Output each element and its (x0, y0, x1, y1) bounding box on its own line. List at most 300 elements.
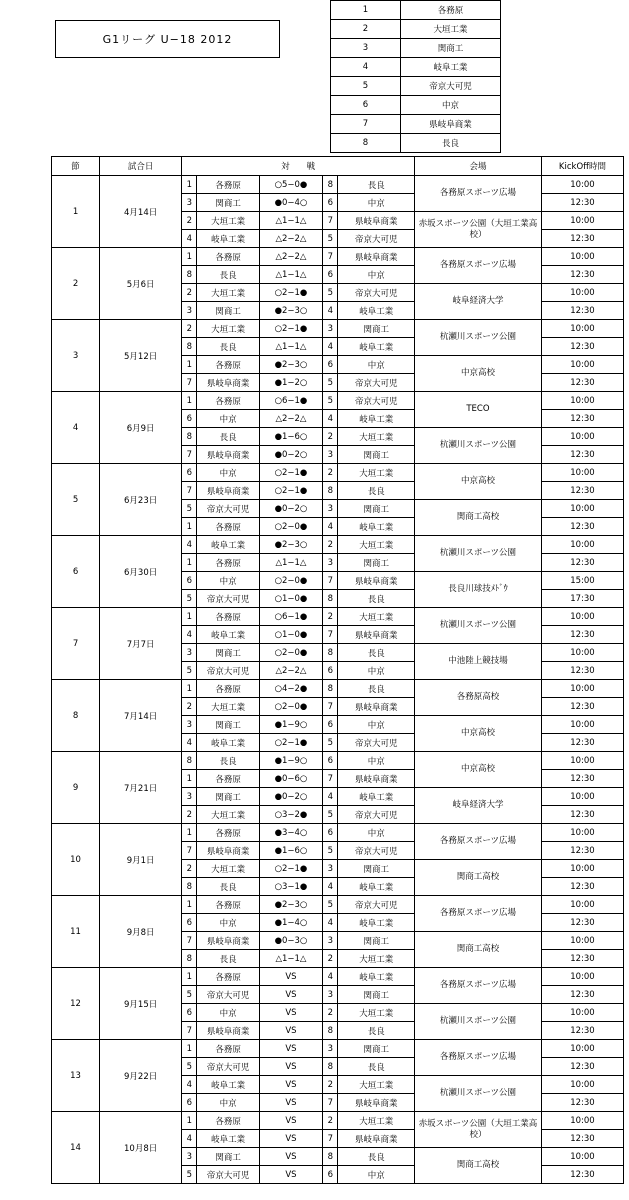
round-number: 12 (52, 968, 100, 1040)
away-team-number: 2 (323, 428, 338, 446)
kickoff-time: 12:30 (541, 914, 623, 932)
away-team-number: 3 (323, 932, 338, 950)
match-score: VS (259, 1094, 322, 1112)
match-row (52, 968, 624, 986)
home-team-number: 7 (182, 932, 197, 950)
home-team-name: 各務原 (197, 968, 259, 986)
home-team-name: 関商工 (197, 788, 259, 806)
away-team-name: 関商工 (338, 320, 415, 338)
match-score: △2−2△ (259, 230, 322, 248)
match-score: ●3−4○ (259, 824, 322, 842)
away-team-number: 5 (323, 842, 338, 860)
round-number: 9 (52, 752, 100, 824)
home-team-number: 8 (182, 428, 197, 446)
away-team-name: 関商工 (338, 860, 415, 878)
home-team-number: 8 (182, 752, 197, 770)
home-team-name: 中京 (197, 1094, 259, 1112)
home-team-number: 7 (182, 446, 197, 464)
match-score: ●1−9○ (259, 716, 322, 734)
home-team-number: 3 (182, 194, 197, 212)
home-team-number: 4 (182, 536, 197, 554)
home-team-name: 大垣工業 (197, 284, 259, 302)
match-row (52, 824, 624, 842)
away-team-name: 関商工 (338, 1040, 415, 1058)
home-team-name: 岐阜工業 (197, 734, 259, 752)
home-team-name: 県岐阜商業 (197, 482, 259, 500)
home-team-name: 岐阜工業 (197, 1130, 259, 1148)
venue: 中京高校 (415, 464, 542, 500)
away-team-name: 中京 (338, 194, 415, 212)
home-team-name: 大垣工業 (197, 806, 259, 824)
away-team-number: 7 (323, 212, 338, 230)
away-team-number: 5 (323, 230, 338, 248)
team-number: 8 (331, 134, 401, 153)
home-team-number: 1 (182, 176, 197, 194)
venue: 関商工高校 (415, 500, 542, 536)
home-team-name: 各務原 (197, 518, 259, 536)
home-team-number: 2 (182, 806, 197, 824)
venue: 各務原スポーツ広場 (415, 1040, 542, 1076)
away-team-number: 6 (323, 824, 338, 842)
home-team-number: 1 (182, 770, 197, 788)
match-date: 6月30日 (100, 536, 182, 608)
home-team-number: 7 (182, 842, 197, 860)
venue: 中京高校 (415, 716, 542, 752)
match-score: VS (259, 1112, 322, 1130)
kickoff-time: 12:30 (541, 482, 623, 500)
home-team-name: 中京 (197, 1004, 259, 1022)
team-number: 7 (331, 115, 401, 134)
header-match: 対 戦 (182, 157, 415, 176)
home-team-number: 8 (182, 338, 197, 356)
kickoff-time: 12:30 (541, 554, 623, 572)
home-team-name: 関商工 (197, 644, 259, 662)
away-team-number: 3 (323, 500, 338, 518)
home-team-number: 6 (182, 1004, 197, 1022)
away-team-number: 8 (323, 1022, 338, 1040)
home-team-number: 6 (182, 1094, 197, 1112)
away-team-number: 4 (323, 338, 338, 356)
away-team-number: 8 (323, 590, 338, 608)
away-team-number: 8 (323, 176, 338, 194)
team-list-table (330, 0, 501, 153)
kickoff-time: 12:30 (541, 518, 623, 536)
away-team-number: 4 (323, 410, 338, 428)
home-team-name: 大垣工業 (197, 860, 259, 878)
match-score: ○6−1● (259, 392, 322, 410)
away-team-name: 県岐阜商業 (338, 698, 415, 716)
home-team-name: 帝京大可児 (197, 662, 259, 680)
match-score: ●0−2○ (259, 788, 322, 806)
team-name: 大垣工業 (401, 20, 501, 39)
match-score: ●0−3○ (259, 932, 322, 950)
team-row (331, 20, 501, 39)
home-team-number: 5 (182, 1058, 197, 1076)
home-team-name: 各務原 (197, 608, 259, 626)
home-team-number: 6 (182, 464, 197, 482)
team-name: 長良 (401, 134, 501, 153)
away-team-name: 長良 (338, 1022, 415, 1040)
match-score: ○2−1● (259, 464, 322, 482)
venue: 関商工高校 (415, 1148, 542, 1184)
away-team-name: 岐阜工業 (338, 410, 415, 428)
team-name: 岐阜工業 (401, 58, 501, 77)
away-team-name: 関商工 (338, 446, 415, 464)
match-date: 6月23日 (100, 464, 182, 536)
away-team-number: 6 (323, 716, 338, 734)
schedule-header-row (52, 157, 624, 176)
away-team-number: 3 (323, 320, 338, 338)
home-team-name: 各務原 (197, 356, 259, 374)
match-score: ●2−3○ (259, 896, 322, 914)
away-team-name: 中京 (338, 266, 415, 284)
home-team-name: 帝京大可児 (197, 986, 259, 1004)
home-team-name: 長良 (197, 428, 259, 446)
away-team-number: 2 (323, 950, 338, 968)
team-number: 1 (331, 1, 401, 20)
home-team-number: 3 (182, 788, 197, 806)
header-date: 試合日 (100, 157, 182, 176)
kickoff-time: 12:30 (541, 446, 623, 464)
match-score: ○3−1● (259, 878, 322, 896)
home-team-number: 1 (182, 1112, 197, 1130)
match-score: ●2−3○ (259, 302, 322, 320)
match-score: VS (259, 1148, 322, 1166)
schedule-table (51, 156, 624, 1184)
home-team-number: 1 (182, 896, 197, 914)
venue: 岐阜経済大学 (415, 284, 542, 320)
home-team-number: 1 (182, 554, 197, 572)
kickoff-time: 10:00 (541, 896, 623, 914)
kickoff-time: 12:30 (541, 302, 623, 320)
home-team-number: 4 (182, 1076, 197, 1094)
kickoff-time: 10:00 (541, 1112, 623, 1130)
match-score: △1−1△ (259, 212, 322, 230)
home-team-name: 関商工 (197, 716, 259, 734)
kickoff-time: 10:00 (541, 716, 623, 734)
venue: 各務原スポーツ広場 (415, 176, 542, 212)
kickoff-time: 12:30 (541, 338, 623, 356)
away-team-number: 4 (323, 914, 338, 932)
away-team-name: 長良 (338, 644, 415, 662)
home-team-number: 1 (182, 392, 197, 410)
away-team-number: 6 (323, 662, 338, 680)
match-score: ●1−4○ (259, 914, 322, 932)
away-team-name: 大垣工業 (338, 464, 415, 482)
kickoff-time: 10:00 (541, 1148, 623, 1166)
kickoff-time: 10:00 (541, 1076, 623, 1094)
away-team-number: 5 (323, 734, 338, 752)
kickoff-time: 12:30 (541, 950, 623, 968)
home-team-number: 7 (182, 374, 197, 392)
kickoff-time: 10:00 (541, 1004, 623, 1022)
match-score: ○2−1● (259, 284, 322, 302)
kickoff-time: 10:00 (541, 392, 623, 410)
match-row (52, 536, 624, 554)
home-team-name: 関商工 (197, 1148, 259, 1166)
away-team-name: 帝京大可児 (338, 734, 415, 752)
away-team-name: 長良 (338, 482, 415, 500)
match-score: ●2−3○ (259, 536, 322, 554)
home-team-name: 県岐阜商業 (197, 842, 259, 860)
team-name: 県岐阜商業 (401, 115, 501, 134)
kickoff-time: 12:30 (541, 842, 623, 860)
kickoff-time: 12:30 (541, 1022, 623, 1040)
match-score: △2−2△ (259, 248, 322, 266)
away-team-name: 帝京大可児 (338, 806, 415, 824)
team-number: 3 (331, 39, 401, 58)
away-team-number: 5 (323, 392, 338, 410)
home-team-number: 4 (182, 230, 197, 248)
kickoff-time: 10:00 (541, 176, 623, 194)
away-team-number: 7 (323, 248, 338, 266)
away-team-number: 4 (323, 968, 338, 986)
match-score: ●1−9○ (259, 752, 322, 770)
match-score: ●1−2○ (259, 374, 322, 392)
away-team-number: 6 (323, 266, 338, 284)
home-team-name: 帝京大可児 (197, 590, 259, 608)
match-score: ○1−0● (259, 626, 322, 644)
home-team-number: 8 (182, 878, 197, 896)
schedule-body (52, 176, 624, 1184)
venue: 各務原スポーツ広場 (415, 896, 542, 932)
round-number: 14 (52, 1112, 100, 1184)
team-name: 関商工 (401, 39, 501, 58)
away-team-name: 県岐阜商業 (338, 248, 415, 266)
kickoff-time: 15:00 (541, 572, 623, 590)
away-team-name: 帝京大可児 (338, 842, 415, 860)
match-score: ○2−0● (259, 572, 322, 590)
away-team-name: 県岐阜商業 (338, 1130, 415, 1148)
match-date: 9月8日 (100, 896, 182, 968)
round-number: 2 (52, 248, 100, 320)
away-team-number: 5 (323, 896, 338, 914)
kickoff-time: 12:30 (541, 1130, 623, 1148)
team-row (331, 96, 501, 115)
kickoff-time: 10:00 (541, 680, 623, 698)
home-team-name: 岐阜工業 (197, 536, 259, 554)
away-team-number: 2 (323, 1004, 338, 1022)
match-row (52, 176, 624, 194)
away-team-name: 関商工 (338, 986, 415, 1004)
kickoff-time: 10:00 (541, 644, 623, 662)
venue: 杭瀬川スポーツ公園 (415, 1076, 542, 1112)
away-team-number: 3 (323, 860, 338, 878)
round-number: 4 (52, 392, 100, 464)
venue: 岐阜経済大学 (415, 788, 542, 824)
kickoff-time: 12:30 (541, 806, 623, 824)
venue: 関商工高校 (415, 932, 542, 968)
match-score: VS (259, 1040, 322, 1058)
match-row (52, 608, 624, 626)
home-team-number: 3 (182, 716, 197, 734)
team-list-body (331, 1, 501, 153)
home-team-number: 1 (182, 680, 197, 698)
away-team-number: 7 (323, 1094, 338, 1112)
venue: 各務原高校 (415, 680, 542, 716)
away-team-name: 大垣工業 (338, 1076, 415, 1094)
away-team-name: 帝京大可児 (338, 230, 415, 248)
home-team-number: 5 (182, 986, 197, 1004)
match-score: ○3−2● (259, 806, 322, 824)
home-team-number: 6 (182, 410, 197, 428)
away-team-name: 県岐阜商業 (338, 1094, 415, 1112)
venue: 関商工高校 (415, 860, 542, 896)
match-score: VS (259, 1130, 322, 1148)
venue: 長良川球技ﾒﾄﾞｳ (415, 572, 542, 608)
match-row (52, 392, 624, 410)
home-team-name: 各務原 (197, 680, 259, 698)
team-row (331, 1, 501, 20)
away-team-name: 岐阜工業 (338, 788, 415, 806)
home-team-number: 4 (182, 1130, 197, 1148)
home-team-name: 各務原 (197, 392, 259, 410)
venue: 中京高校 (415, 752, 542, 788)
kickoff-time: 10:00 (541, 464, 623, 482)
away-team-name: 大垣工業 (338, 1112, 415, 1130)
match-row (52, 320, 624, 338)
kickoff-time: 10:00 (541, 284, 623, 302)
venue: 各務原スポーツ広場 (415, 248, 542, 284)
kickoff-time: 10:00 (541, 1040, 623, 1058)
home-team-name: 帝京大可児 (197, 1058, 259, 1076)
away-team-name: 中京 (338, 356, 415, 374)
away-team-name: 帝京大可児 (338, 392, 415, 410)
away-team-number: 2 (323, 536, 338, 554)
away-team-number: 7 (323, 572, 338, 590)
match-date: 7月21日 (100, 752, 182, 824)
home-team-name: 岐阜工業 (197, 230, 259, 248)
round-number: 10 (52, 824, 100, 896)
home-team-number: 7 (182, 1022, 197, 1040)
away-team-number: 3 (323, 446, 338, 464)
venue: 杭瀬川スポーツ公園 (415, 1004, 542, 1040)
match-score: ○2−1● (259, 860, 322, 878)
team-row (331, 134, 501, 153)
home-team-name: 長良 (197, 266, 259, 284)
home-team-name: 各務原 (197, 176, 259, 194)
team-number: 2 (331, 20, 401, 39)
match-score: VS (259, 986, 322, 1004)
home-team-name: 中京 (197, 572, 259, 590)
home-team-name: 長良 (197, 752, 259, 770)
header-kickoff: KickOff時間 (541, 157, 623, 176)
home-team-number: 2 (182, 284, 197, 302)
home-team-name: 長良 (197, 338, 259, 356)
away-team-name: 中京 (338, 662, 415, 680)
kickoff-time: 10:00 (541, 428, 623, 446)
match-score: △1−1△ (259, 338, 322, 356)
kickoff-time: 10:00 (541, 500, 623, 518)
away-team-name: 関商工 (338, 554, 415, 572)
away-team-number: 7 (323, 698, 338, 716)
away-team-number: 3 (323, 554, 338, 572)
team-number: 4 (331, 58, 401, 77)
home-team-name: 各務原 (197, 770, 259, 788)
home-team-number: 5 (182, 662, 197, 680)
kickoff-time: 10:00 (541, 212, 623, 230)
match-date: 7月7日 (100, 608, 182, 680)
away-team-number: 7 (323, 770, 338, 788)
away-team-name: 中京 (338, 752, 415, 770)
away-team-name: 長良 (338, 176, 415, 194)
home-team-number: 2 (182, 698, 197, 716)
venue: 杭瀬川スポーツ公園 (415, 608, 542, 644)
home-team-number: 1 (182, 608, 197, 626)
kickoff-time: 12:30 (541, 626, 623, 644)
venue: 杭瀬川スポーツ公園 (415, 428, 542, 464)
away-team-number: 4 (323, 788, 338, 806)
home-team-number: 1 (182, 518, 197, 536)
away-team-name: 大垣工業 (338, 608, 415, 626)
match-score: ●1−6○ (259, 842, 322, 860)
away-team-name: 県岐阜商業 (338, 770, 415, 788)
away-team-name: 中京 (338, 716, 415, 734)
kickoff-time: 12:30 (541, 986, 623, 1004)
home-team-name: 大垣工業 (197, 698, 259, 716)
home-team-name: 各務原 (197, 554, 259, 572)
home-team-number: 5 (182, 500, 197, 518)
away-team-number: 8 (323, 1058, 338, 1076)
away-team-name: 帝京大可児 (338, 374, 415, 392)
team-row (331, 39, 501, 58)
home-team-name: 県岐阜商業 (197, 374, 259, 392)
team-name: 帝京大可児 (401, 77, 501, 96)
match-row (52, 896, 624, 914)
match-score: △2−2△ (259, 662, 322, 680)
team-row (331, 115, 501, 134)
kickoff-time: 12:30 (541, 194, 623, 212)
venue: 中京高校 (415, 356, 542, 392)
kickoff-time: 10:00 (541, 248, 623, 266)
away-team-number: 6 (323, 194, 338, 212)
kickoff-time: 10:00 (541, 788, 623, 806)
away-team-name: 県岐阜商業 (338, 572, 415, 590)
page-title: G1リーグ U−18 2012 (55, 20, 280, 58)
match-score: ○2−0● (259, 644, 322, 662)
away-team-name: 大垣工業 (338, 1004, 415, 1022)
away-team-number: 7 (323, 1130, 338, 1148)
kickoff-time: 17:30 (541, 590, 623, 608)
home-team-name: 各務原 (197, 1040, 259, 1058)
kickoff-time: 10:00 (541, 860, 623, 878)
match-score: ○2−1● (259, 320, 322, 338)
team-row (331, 58, 501, 77)
home-team-name: 長良 (197, 878, 259, 896)
away-team-number: 8 (323, 482, 338, 500)
away-team-number: 2 (323, 464, 338, 482)
match-score: △1−1△ (259, 554, 322, 572)
round-number: 5 (52, 464, 100, 536)
match-score: VS (259, 1022, 322, 1040)
match-date: 9月22日 (100, 1040, 182, 1112)
venue: 各務原スポーツ広場 (415, 824, 542, 860)
home-team-number: 1 (182, 824, 197, 842)
venue: TECO (415, 392, 542, 428)
home-team-number: 7 (182, 482, 197, 500)
away-team-number: 4 (323, 302, 338, 320)
match-score: ○2−1● (259, 734, 322, 752)
team-name: 中京 (401, 96, 501, 115)
match-date: 5月12日 (100, 320, 182, 392)
home-team-number: 4 (182, 626, 197, 644)
kickoff-time: 12:30 (541, 410, 623, 428)
away-team-number: 7 (323, 626, 338, 644)
header-round: 節 (52, 157, 100, 176)
venue: 杭瀬川スポーツ公園 (415, 536, 542, 572)
away-team-number: 6 (323, 752, 338, 770)
home-team-number: 8 (182, 266, 197, 284)
